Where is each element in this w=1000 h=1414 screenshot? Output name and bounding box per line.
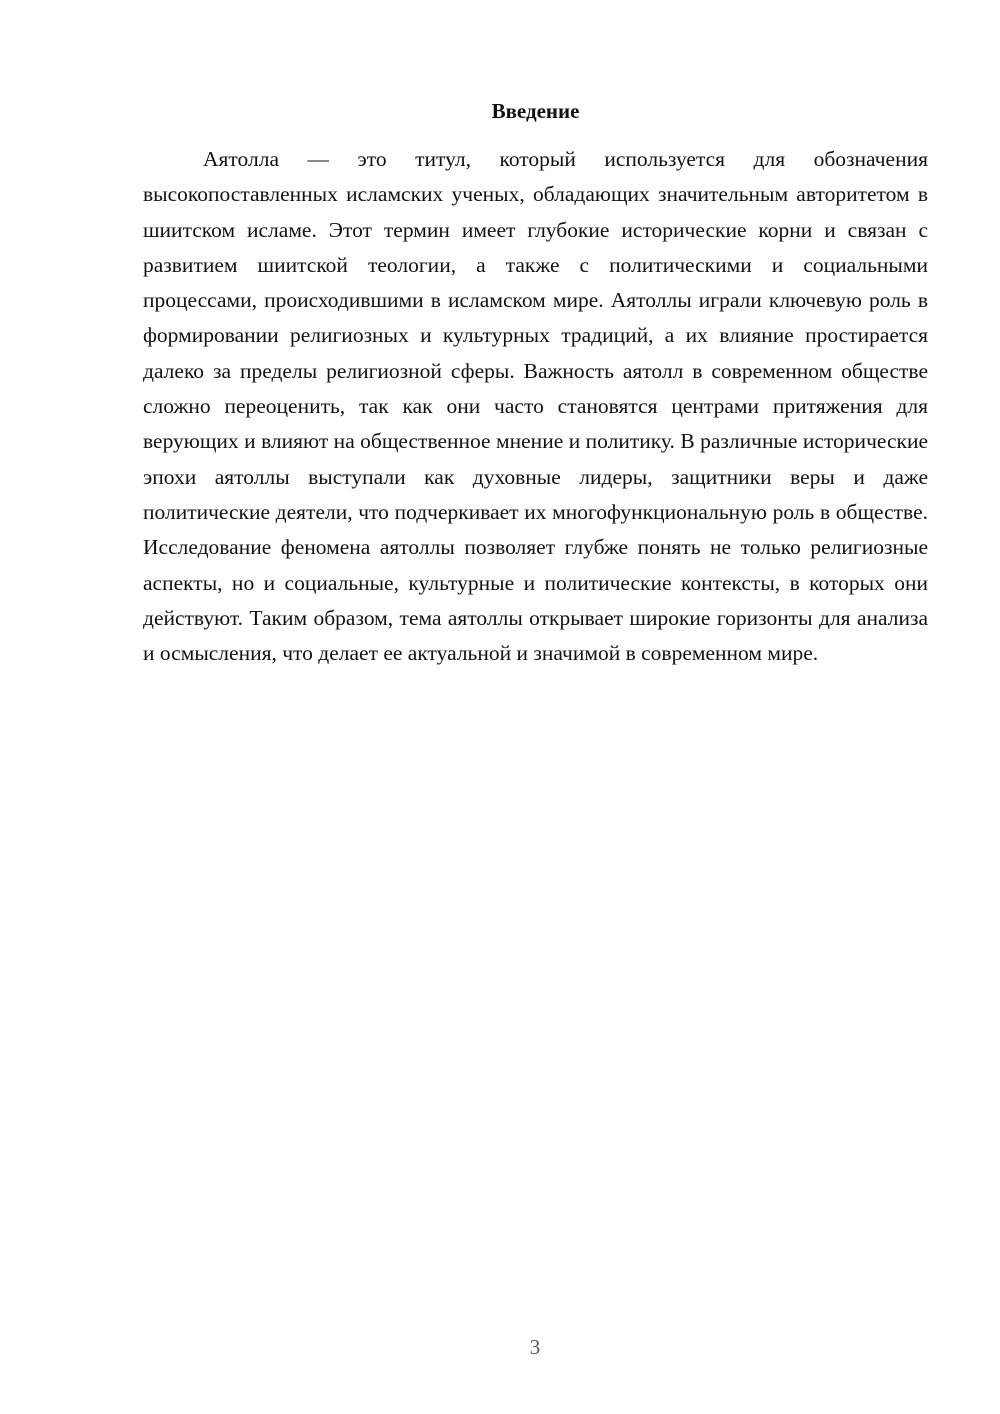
body-paragraph: Аятолла — это титул, который используется для обозначения высокопоставленных исламских ученых, обладающих значительным авторитетом в шиитском исламе. Этот термин имеет глубокие исторические корни и связан с развитием шиитской теологии, а также с политическими и социальными процессами, происходившими в исламском мире. Аятоллы играли ключевую роль в формировании религиозных и культурных традиций, а их влияние простирается далеко за пределы религиозной сферы. Важность аятолл в современном обществе сложно переоценить, так как они часто становятся центрами притяжения для верующих и влияют на общественное мнение и политику. В различные исторические эпохи аятоллы выступали как духовные лидеры, защитники веры и даже политические деятели, что подчеркивает их многофункциональную роль в обществе. Исследование феномена аятоллы позволяет глубже понять не только религиозные аспекты, но и социальные, культурные и политические контексты, в которых они действуют. Таким образом, тема аятоллы открывает широкие горизонты для анализа и осмысления, что делает ее актуальной и значимой в современном мире. [143,147,928,666]
section-heading: Введение [491,99,580,123]
page-number: 3 [529,1335,541,1359]
